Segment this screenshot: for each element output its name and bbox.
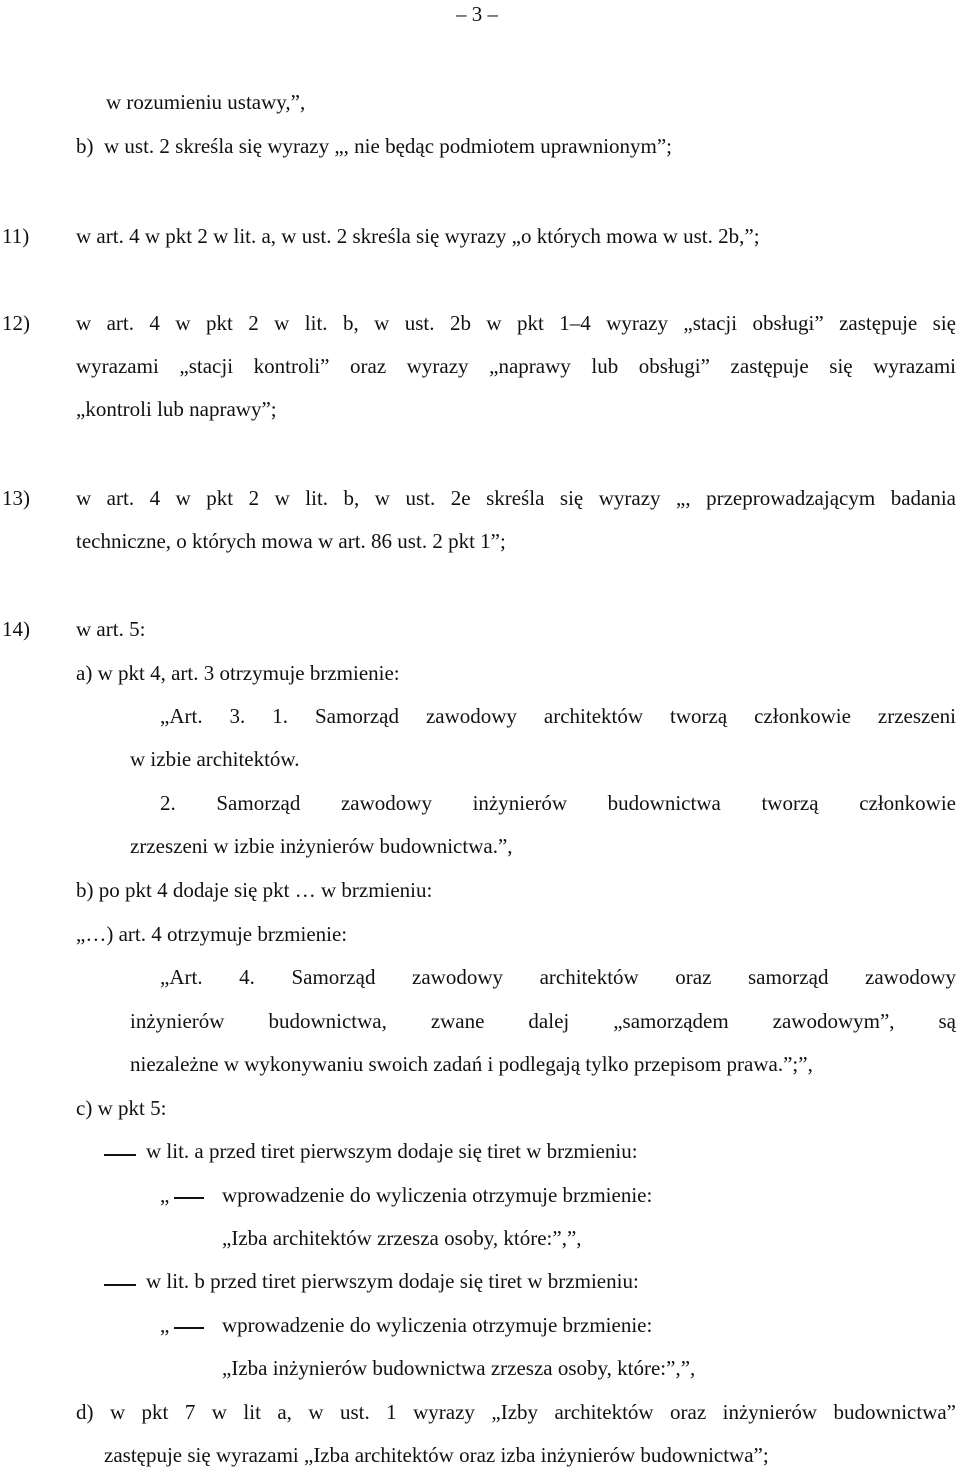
quote-mark: „ (160, 1183, 170, 1207)
page-number: – 3 – (456, 2, 498, 26)
text-line: w ust. 2 skreśla się wyrazy „, nie będąc podmiotem uprawnionym”; (104, 134, 673, 158)
item-number: 11) (2, 224, 30, 248)
text-line: w izbie architektów. (130, 747, 300, 771)
text-line: w art. 4 w pkt 2 w lit. b, w ust. 2b w pkt 1–4 wyrazy „stacji obsługi” zastępuje się (76, 311, 956, 335)
tiret-dash (174, 1327, 204, 1329)
text-line: „Art. 3. 1. Samorząd zawodowy architektów tworzą członkowie zrzeszeni (160, 704, 956, 728)
text-line: w art. 5: (76, 617, 146, 641)
text-line: wprowadzenie do wyliczenia otrzymuje brzmienie: (222, 1183, 653, 1207)
text-line: niezależne w wykonywaniu swoich zadań i podlegają tylko przepisom prawa.”;”, (130, 1052, 813, 1076)
text-line: a) w pkt 4, art. 3 otrzymuje brzmienie: (76, 661, 400, 685)
text-line: „Izba inżynierów budownictwa zrzesza osoby, które:”,”, (222, 1356, 696, 1380)
tiret-dash (174, 1197, 204, 1199)
text-line: w art. 4 w pkt 2 w lit. b, w ust. 2e skreśla się wyrazy „, przeprowadzającym badania (76, 486, 956, 510)
text-line: zastępuje się wyrazami „Izba architektów oraz izba inżynierów budownictwa”; (104, 1443, 769, 1467)
text-line: w lit. a przed tiret pierwszym dodaje się tiret w brzmieniu: (146, 1139, 638, 1163)
text-line: b) po pkt 4 dodaje się pkt … w brzmieniu: (76, 878, 433, 902)
text-line: inżynierów budownictwa, zwane dalej „samorządem zawodowym”, są (130, 1009, 956, 1033)
text-line: wyrazami „stacji kontroli” oraz wyrazy „naprawy lub obsługi” zastępuje się wyrazami (76, 354, 956, 378)
quote-mark: „ (160, 1313, 170, 1337)
text-line: w rozumieniu ustawy,”, (106, 90, 306, 114)
text-line: „…) art. 4 otrzymuje brzmienie: (76, 922, 348, 946)
tiret-dash (104, 1284, 136, 1286)
text-line: „Art. 4. Samorząd zawodowy architektów oraz samorząd zawodowy (160, 965, 956, 989)
text-line: wprowadzenie do wyliczenia otrzymuje brzmienie: (222, 1313, 653, 1337)
text-line: techniczne, o których mowa w art. 86 ust. 2 pkt 1”; (76, 529, 506, 553)
text-line: w lit. b przed tiret pierwszym dodaje się tiret w brzmieniu: (146, 1269, 639, 1293)
item-number: 14) (2, 617, 30, 641)
tiret-dash (104, 1154, 136, 1156)
list-marker: b) (76, 134, 94, 158)
text-line: w art. 4 w pkt 2 w lit. a, w ust. 2 skreśla się wyrazy „o których mowa w ust. 2b,”; (76, 224, 760, 248)
text-line: c) w pkt 5: (76, 1096, 167, 1120)
text-line: „kontroli lub naprawy”; (76, 397, 277, 421)
text-line: 2. Samorząd zawodowy inżynierów budownictwa tworzą członkowie (160, 791, 956, 815)
text-line: zrzeszeni w izbie inżynierów budownictwa.”, (130, 834, 513, 858)
item-number: 12) (2, 311, 30, 335)
text-line: d) w pkt 7 w lit a, w ust. 1 wyrazy „Izby architektów oraz inżynierów budownictwa” (76, 1400, 956, 1424)
item-number: 13) (2, 486, 30, 510)
text-line: „Izba architektów zrzesza osoby, które:”,”, (222, 1226, 582, 1250)
